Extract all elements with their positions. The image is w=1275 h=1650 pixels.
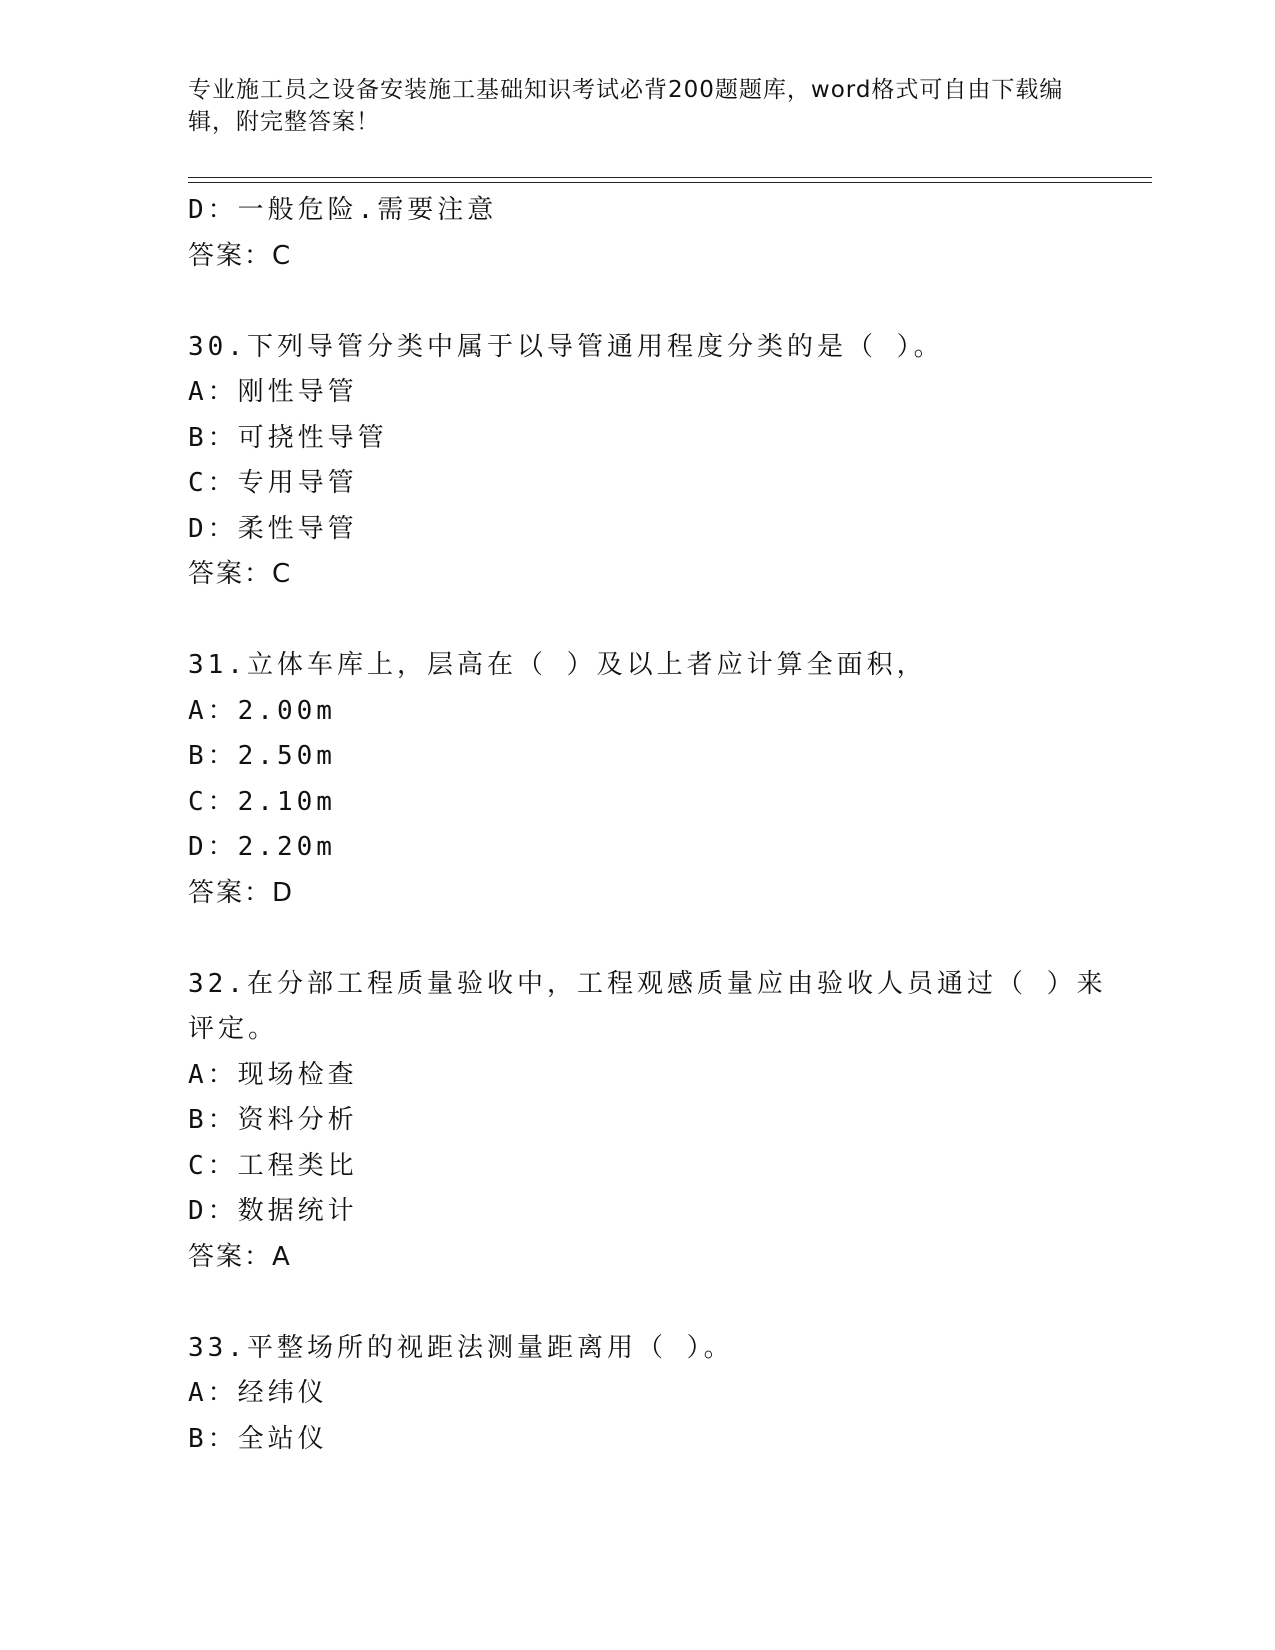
- question-stem: 33.平整场所的视距法测量距离用（ ）。: [188, 1332, 734, 1363]
- answer: 答案：A: [188, 1241, 292, 1272]
- question-spacer: [188, 1280, 1108, 1326]
- option-d: D：柔性导管: [188, 513, 358, 544]
- option-a: A：现场检查: [188, 1059, 358, 1090]
- question-stem: 31.立体车库上，层高在（ ）及以上者应计算全面积，: [188, 650, 927, 680]
- option-d: D：数据统计: [188, 1196, 358, 1226]
- header-divider-top: [188, 177, 1152, 178]
- document-header-title: 专业施工员之设备安装施工基础知识考试必背200题题库，word格式可自由下载编辑，附完整答案！: [188, 77, 1064, 135]
- option-c: C：2.10m: [188, 786, 336, 817]
- option-a: A：刚性导管: [188, 377, 358, 407]
- question-spacer: [188, 598, 1108, 644]
- option-b: B：可挠性导管: [188, 422, 388, 453]
- question-content: [188, 188, 1108, 1462]
- option-d: D：一般危险.需要注意: [188, 195, 498, 225]
- option-a: A：经纬仪: [188, 1378, 328, 1408]
- answer: 答案：C: [188, 240, 293, 271]
- header-divider-bottom: [188, 182, 1152, 183]
- question-stem: 30.下列导管分类中属于以导管通用程度分类的是（ ）。: [188, 331, 944, 362]
- option-b: B：2.50m: [188, 741, 336, 771]
- question-spacer: [188, 916, 1108, 962]
- option-a: A：2.00m: [188, 695, 336, 726]
- option-b: B：资料分析: [188, 1105, 358, 1135]
- question-stem: 32.在分部工程质量验收中，工程观感质量应由验收人员通过（ ）来评定。: [188, 968, 1107, 1044]
- option-c: C：专用导管: [188, 468, 358, 498]
- option-c: C：工程类比: [188, 1150, 358, 1181]
- question-spacer: [188, 279, 1108, 325]
- answer: 答案：D: [188, 877, 295, 908]
- answer: 答案：C: [188, 559, 293, 589]
- option-d: D：2.20m: [188, 832, 336, 862]
- option-b: B：全站仪: [188, 1423, 328, 1454]
